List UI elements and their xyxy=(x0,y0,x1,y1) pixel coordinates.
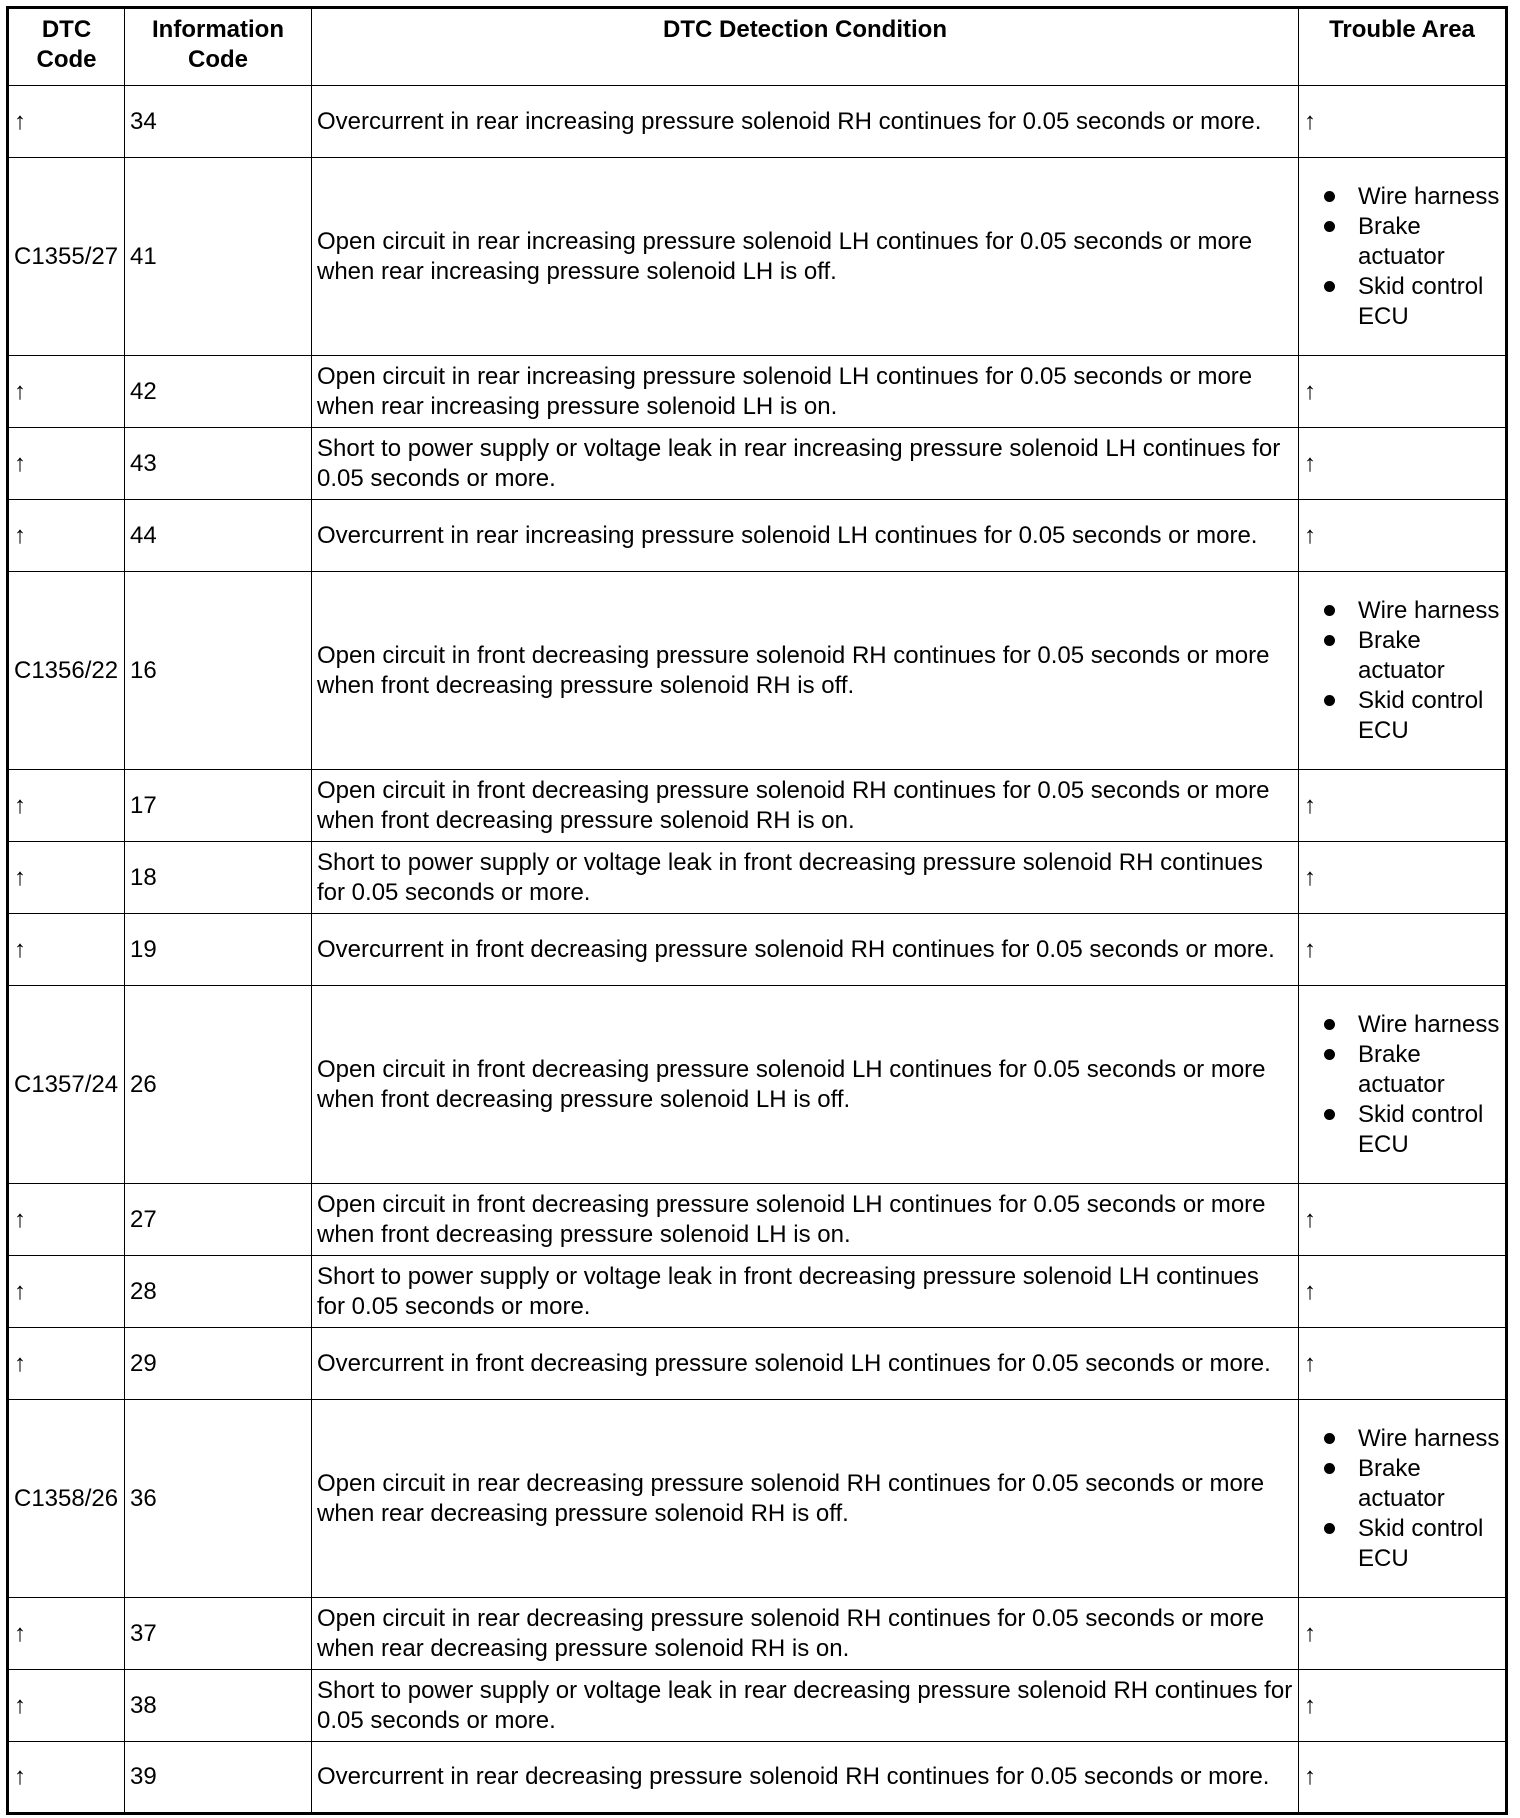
dtc-code-cell: C1357/24 xyxy=(8,986,125,1184)
trouble-area-list xyxy=(1304,1010,1500,1160)
trouble-area-list xyxy=(1304,1424,1500,1574)
table-row xyxy=(8,356,1507,428)
detection-condition-cell: Short to power supply or voltage leak in front decreasing pressure solenoid LH continues for 0.05 seconds or more. xyxy=(312,1256,1299,1328)
information-code-cell: 36 xyxy=(125,1400,312,1598)
trouble-area-item: Skid control ECU xyxy=(1320,1100,1500,1160)
trouble-area-item: Skid control ECU xyxy=(1320,272,1500,332)
table-row xyxy=(8,770,1507,842)
trouble-area-item: Wire harness xyxy=(1320,1010,1500,1040)
trouble-area-cell: ↑ xyxy=(1299,842,1507,914)
dtc-code-cell: C1358/26 xyxy=(8,1400,125,1598)
table-row xyxy=(8,86,1507,158)
dtc-code-cell: ↑ xyxy=(8,1256,125,1328)
information-code-cell: 27 xyxy=(125,1184,312,1256)
trouble-area-item: Wire harness xyxy=(1320,1424,1500,1454)
information-code-cell: 29 xyxy=(125,1328,312,1400)
table-row xyxy=(8,1184,1507,1256)
table-row xyxy=(8,986,1507,1184)
header-dtc-code: DTC Code xyxy=(8,8,125,86)
information-code-cell: 18 xyxy=(125,842,312,914)
information-code-cell: 43 xyxy=(125,428,312,500)
dtc-code-cell: ↑ xyxy=(8,1670,125,1742)
dtc-table xyxy=(6,6,1508,1815)
trouble-area-list xyxy=(1304,182,1500,332)
information-code-cell: 26 xyxy=(125,986,312,1184)
trouble-area-item: Brake actuator xyxy=(1320,1040,1500,1100)
detection-condition-cell: Overcurrent in rear increasing pressure solenoid LH continues for 0.05 seconds or more. xyxy=(312,500,1299,572)
table-row xyxy=(8,158,1507,356)
information-code-cell: 19 xyxy=(125,914,312,986)
table-row xyxy=(8,1328,1507,1400)
table-row xyxy=(8,428,1507,500)
detection-condition-cell: Overcurrent in rear increasing pressure solenoid RH continues for 0.05 seconds or more. xyxy=(312,86,1299,158)
detection-condition-cell: Open circuit in rear increasing pressure solenoid LH continues for 0.05 seconds or more when rear increasing pressure solenoid LH is off. xyxy=(312,158,1299,356)
information-code-cell: 17 xyxy=(125,770,312,842)
information-code-cell: 41 xyxy=(125,158,312,356)
trouble-area-cell: ↑ xyxy=(1299,1328,1507,1400)
detection-condition-cell: Short to power supply or voltage leak in rear decreasing pressure solenoid RH continues for 0.05 seconds or more. xyxy=(312,1670,1299,1742)
table-row xyxy=(8,1400,1507,1598)
table-row xyxy=(8,1256,1507,1328)
trouble-area-cell: ↑ xyxy=(1299,770,1507,842)
header-detection-condition: DTC Detection Condition xyxy=(312,8,1299,86)
trouble-area-item: Wire harness xyxy=(1320,182,1500,212)
trouble-area-cell: ↑ xyxy=(1299,914,1507,986)
table-row xyxy=(8,1742,1507,1814)
dtc-code-cell: ↑ xyxy=(8,1742,125,1814)
trouble-area-item: Brake actuator xyxy=(1320,626,1500,686)
trouble-area-cell: ↑ xyxy=(1299,1256,1507,1328)
trouble-area-cell: ↑ xyxy=(1299,86,1507,158)
dtc-code-cell: ↑ xyxy=(8,770,125,842)
trouble-area-item: Brake actuator xyxy=(1320,1454,1500,1514)
detection-condition-cell: Open circuit in front decreasing pressure solenoid LH continues for 0.05 seconds or more when front decreasing pressure solenoid LH is on. xyxy=(312,1184,1299,1256)
trouble-area-cell: ↑ xyxy=(1299,1742,1507,1814)
detection-condition-cell: Open circuit in rear decreasing pressure solenoid RH continues for 0.05 seconds or more when rear decreasing pressure solenoid RH is off. xyxy=(312,1400,1299,1598)
trouble-area-item: Skid control ECU xyxy=(1320,1514,1500,1574)
information-code-cell: 39 xyxy=(125,1742,312,1814)
trouble-area-cell xyxy=(1299,986,1507,1184)
detection-condition-cell: Overcurrent in front decreasing pressure solenoid LH continues for 0.05 seconds or more. xyxy=(312,1328,1299,1400)
table-row xyxy=(8,1670,1507,1742)
information-code-cell: 34 xyxy=(125,86,312,158)
dtc-code-cell: ↑ xyxy=(8,842,125,914)
table-row xyxy=(8,842,1507,914)
trouble-area-cell: ↑ xyxy=(1299,356,1507,428)
information-code-cell: 37 xyxy=(125,1598,312,1670)
information-code-cell: 38 xyxy=(125,1670,312,1742)
trouble-area-cell xyxy=(1299,158,1507,356)
dtc-code-cell: ↑ xyxy=(8,1184,125,1256)
dtc-code-cell: ↑ xyxy=(8,1598,125,1670)
information-code-cell: 28 xyxy=(125,1256,312,1328)
trouble-area-cell: ↑ xyxy=(1299,1598,1507,1670)
detection-condition-cell: Open circuit in rear increasing pressure solenoid LH continues for 0.05 seconds or more when rear increasing pressure solenoid LH is on. xyxy=(312,356,1299,428)
table-row xyxy=(8,914,1507,986)
dtc-code-cell: ↑ xyxy=(8,428,125,500)
dtc-code-cell: ↑ xyxy=(8,914,125,986)
trouble-area-item: Skid control ECU xyxy=(1320,686,1500,746)
trouble-area-cell: ↑ xyxy=(1299,1670,1507,1742)
dtc-code-cell: ↑ xyxy=(8,356,125,428)
detection-condition-cell: Short to power supply or voltage leak in rear increasing pressure solenoid LH continues for 0.05 seconds or more. xyxy=(312,428,1299,500)
trouble-area-item: Wire harness xyxy=(1320,596,1500,626)
header-trouble-area: Trouble Area xyxy=(1299,8,1507,86)
dtc-code-cell: C1355/27 xyxy=(8,158,125,356)
trouble-area-cell xyxy=(1299,1400,1507,1598)
trouble-area-item: Brake actuator xyxy=(1320,212,1500,272)
information-code-cell: 42 xyxy=(125,356,312,428)
dtc-code-cell: ↑ xyxy=(8,1328,125,1400)
trouble-area-cell xyxy=(1299,572,1507,770)
detection-condition-cell: Open circuit in front decreasing pressure solenoid RH continues for 0.05 seconds or more when front decreasing pressure solenoid RH is on. xyxy=(312,770,1299,842)
detection-condition-cell: Overcurrent in front decreasing pressure solenoid RH continues for 0.05 seconds or more. xyxy=(312,914,1299,986)
detection-condition-cell: Short to power supply or voltage leak in front decreasing pressure solenoid RH continues for 0.05 seconds or more. xyxy=(312,842,1299,914)
table-row xyxy=(8,500,1507,572)
dtc-code-cell: ↑ xyxy=(8,86,125,158)
trouble-area-cell: ↑ xyxy=(1299,1184,1507,1256)
detection-condition-cell: Open circuit in front decreasing pressure solenoid LH continues for 0.05 seconds or more when front decreasing pressure solenoid LH is off. xyxy=(312,986,1299,1184)
detection-condition-cell: Overcurrent in rear decreasing pressure solenoid RH continues for 0.05 seconds or more. xyxy=(312,1742,1299,1814)
detection-condition-cell: Open circuit in rear decreasing pressure solenoid RH continues for 0.05 seconds or more when rear decreasing pressure solenoid RH is on. xyxy=(312,1598,1299,1670)
trouble-area-list xyxy=(1304,596,1500,746)
trouble-area-cell: ↑ xyxy=(1299,428,1507,500)
table-header-row xyxy=(8,8,1507,86)
dtc-code-cell: C1356/22 xyxy=(8,572,125,770)
table-body xyxy=(8,86,1507,1814)
dtc-code-cell: ↑ xyxy=(8,500,125,572)
information-code-cell: 16 xyxy=(125,572,312,770)
table-row xyxy=(8,1598,1507,1670)
header-information-code: Information Code xyxy=(125,8,312,86)
information-code-cell: 44 xyxy=(125,500,312,572)
detection-condition-cell: Open circuit in front decreasing pressure solenoid RH continues for 0.05 seconds or more when front decreasing pressure solenoid RH is off. xyxy=(312,572,1299,770)
table-row xyxy=(8,572,1507,770)
trouble-area-cell: ↑ xyxy=(1299,500,1507,572)
